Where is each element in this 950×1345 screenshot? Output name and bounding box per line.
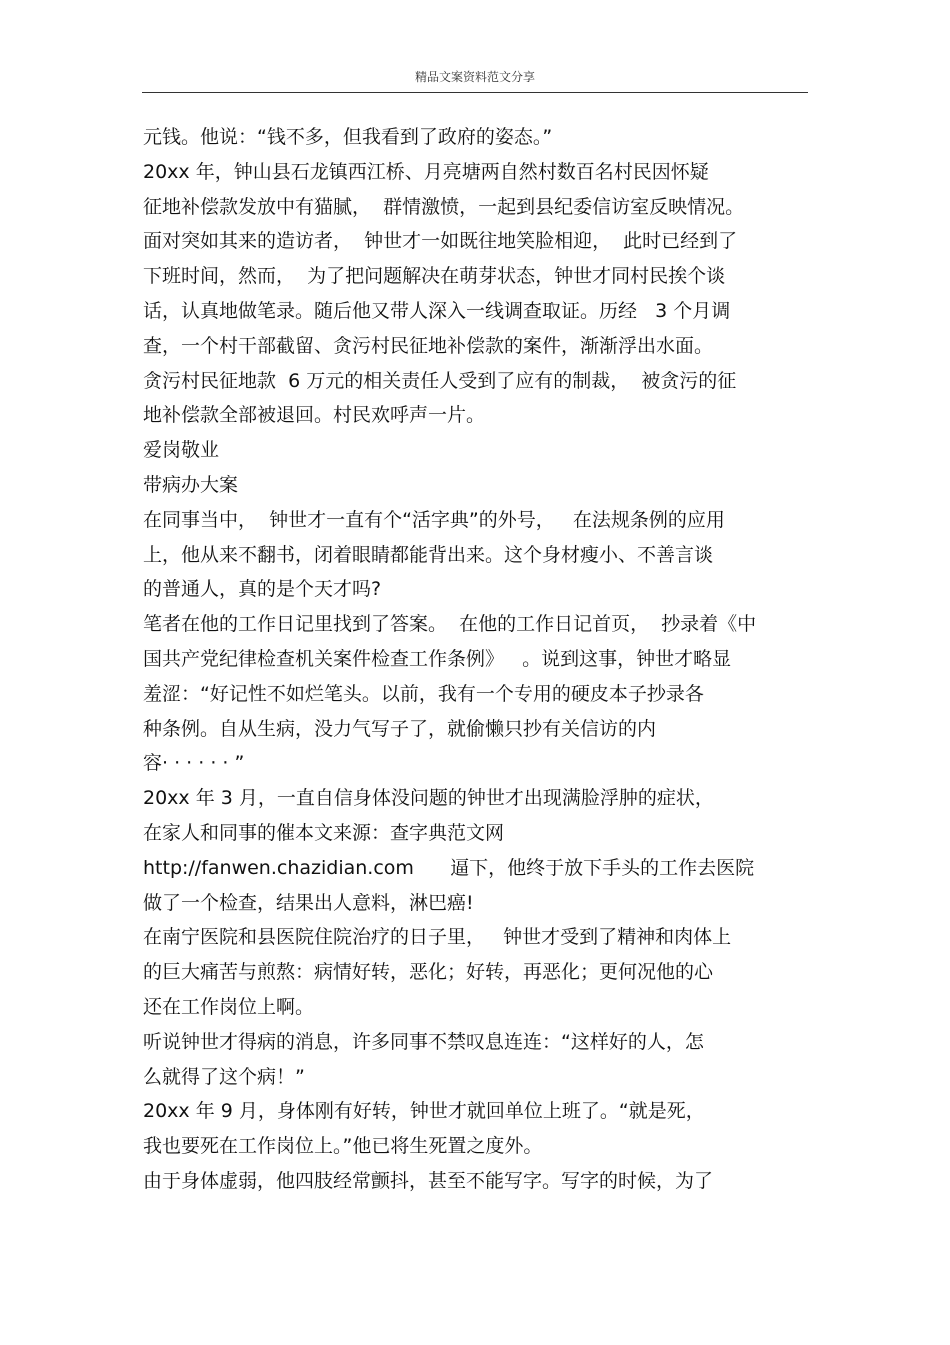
section-heading: 带病办大案 <box>143 473 239 496</box>
text-line: 元钱。他说：“钱不多，但我看到了政府的姿态。” <box>143 126 553 148</box>
text-line: 上，他从来不翻书，闭着眼睛都能背出来。这个身材瘦小、不善言谈 <box>143 543 714 566</box>
document-body <box>143 123 813 1202</box>
text-line: 笔者在他的工作日记里找到了答案。 在他的工作日记首页， 抄录着《中 <box>143 613 757 636</box>
text-line: 20xx 年 9 月，身体刚有好转，钟世才就回单位上班了。“就是死， <box>143 1100 705 1123</box>
text-line: 面对突如其来的造访者， 钟世才一如既往地笑脸相迎， 此时已经到了 <box>143 230 738 253</box>
text-line: 下班时间，然而， 为了把问题解决在萌芽状态，钟世才同村民挨个谈 <box>143 265 726 288</box>
text-line-with-url: http://fanwen.chazidian.com 逼下，他终于放下手头的工作去医院 <box>143 856 755 879</box>
text-line: 由于身体虚弱，他四肢经常颤抖，甚至不能写字。写字的时候，为了 <box>143 1169 714 1192</box>
text-line: 么就得了这个病！” <box>143 1065 305 1088</box>
text-line: 的巨大痛苦与煎熬：病情好转，恶化；好转，再恶化；更何况他的心 <box>143 961 714 984</box>
text-line: 查，一个村干部截留、贪污村民征地补偿款的案件，渐渐浮出水面。 <box>143 334 714 357</box>
text-line: 在家人和同事的催本文来源：查字典范文网 <box>143 821 505 844</box>
header-title: 精品文案资料范文分享 <box>414 70 535 84</box>
text-line: 征地补偿款发放中有猫腻， 群情激愤，一起到县纪委信访室反映情况。 <box>143 195 745 218</box>
text-line: 的普通人，真的是个天才吗? <box>143 578 382 601</box>
text-line: 话，认真地做笔录。随后他又带人深入一线调查取证。历经 3 个月调 <box>143 299 731 322</box>
text-line: 在南宁医院和县医院住院治疗的日子里， 钟世才受到了精神和肉体上 <box>143 926 732 949</box>
text-line: 在同事当中， 钟世才一直有个“活字典”的外号， 在法规条例的应用 <box>143 508 725 531</box>
page-header <box>142 66 808 93</box>
section-heading: 爱岗敬业 <box>143 439 220 462</box>
text-line: 做了一个检查，结果出人意料，淋巴癌! <box>143 891 474 914</box>
text-line: 还在工作岗位上啊。 <box>143 995 315 1018</box>
text-line: 地补偿款全部被退回。村民欢呼声一片。 <box>143 404 486 427</box>
text-line: 羞涩：“好记性不如烂笔头。以前，我有一个专用的硬皮本子抄录各 <box>143 682 704 705</box>
text-line: 我也要死在工作岗位上。”他已将生死置之度外。 <box>143 1135 543 1158</box>
text-line: 种条例。自从生病，没力气写子了，就偷懒只抄有关信访的内 <box>143 717 657 740</box>
text-line: 听说钟世才得病的消息，许多同事不禁叹息连连：“这样好的人，怎 <box>143 1030 704 1053</box>
text-line: 贪污村民征地款 6 万元的相关责任人受到了应有的制裁， 被贪污的征 <box>143 369 737 392</box>
text-line: 容· · · · · · ” <box>143 752 245 775</box>
text-line: 国共产党纪律检查机关案件检查工作条例》 。说到这事，钟世才略显 <box>143 647 732 670</box>
text-line: 20xx 年 3 月，一直自信身体没问题的钟世才出现满脸浮肿的症状， <box>143 787 714 810</box>
text-line: 20xx 年，钟山县石龙镇西江桥、月亮塘两自然村数百名村民因怀疑 <box>143 160 709 183</box>
